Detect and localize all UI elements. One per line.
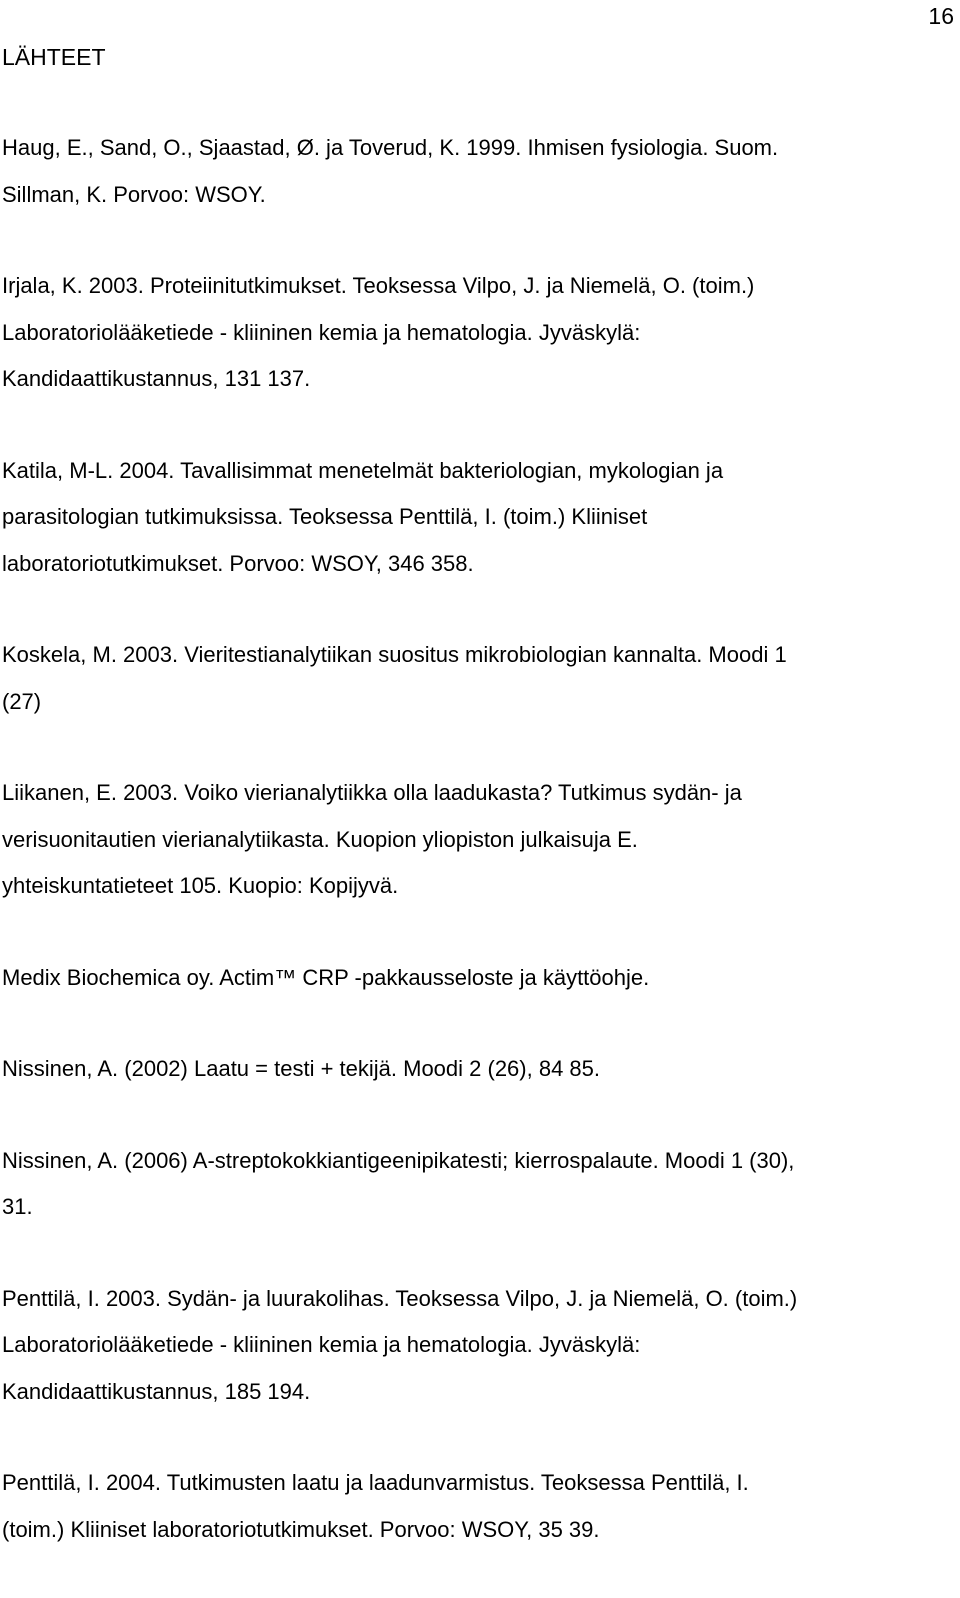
reference-line: parasitologian tutkimuksissa. Teoksessa Penttilä, I. (toim.) Kliiniset <box>2 504 648 529</box>
reference-list <box>2 125 952 1598</box>
reference-entry <box>2 263 952 403</box>
reference-entry <box>2 1460 952 1553</box>
reference-line: 31. <box>2 1194 33 1219</box>
reference-entry <box>2 770 952 910</box>
reference-entry <box>2 632 952 725</box>
reference-line: verisuonitautien vierianalytiikasta. Kuopion yliopiston julkaisuja E. <box>2 826 638 852</box>
reference-line: Nissinen, A. (2002) Laatu = testi + tekijä. Moodi 2 (26), 84 85. <box>2 1056 601 1081</box>
reference-line: Laboratoriolääketiede - kliininen kemia ja hematologia. Jyväskylä: <box>2 1332 641 1357</box>
reference-line: Medix Biochemica oy. Actim™ CRP -pakkausseloste ja käyttöohje. <box>2 964 650 990</box>
reference-entry <box>2 1046 952 1093</box>
reference-entry <box>2 448 952 588</box>
reference-entry <box>2 955 952 1002</box>
reference-entry <box>2 1138 952 1231</box>
reference-line: Irjala, K. 2003. Proteiinitutkimukset. Teoksessa Vilpo, J. ja Niemelä, O. (toim.) <box>2 273 755 298</box>
reference-line: Laboratoriolääketiede - kliininen kemia ja hematologia. Jyväskylä: <box>2 319 641 345</box>
reference-line: Kandidaattikustannus, 185 194. <box>2 1378 311 1404</box>
page-number: 16 <box>928 3 954 29</box>
reference-entry <box>2 125 952 218</box>
reference-line: yhteiskuntatieteet 105. Kuopio: Kopijyvä. <box>2 873 399 898</box>
reference-line: Penttilä, I. 2003. Sydän- ja luurakolihas. Teoksessa Vilpo, J. ja Niemelä, O. (toim.) <box>2 1285 798 1311</box>
reference-line: Nissinen, A. (2006) A-streptokokkiantigeenipikatesti; kierrospalaute. Moodi 1 (30), <box>2 1147 795 1173</box>
page-title: LÄHTEET <box>2 44 106 70</box>
reference-line: Liikanen, E. 2003. Voiko vierianalytiikka olla laadukasta? Tutkimus sydän- ja <box>2 780 742 805</box>
reference-line: Sillman, K. Porvoo: WSOY. <box>2 181 266 207</box>
reference-line: Penttilä, I. 2004. Tutkimusten laatu ja laadunvarmistus. Teoksessa Penttilä, I. <box>2 1470 749 1495</box>
reference-line: laboratoriotutkimukset. Porvoo: WSOY, 346 358. <box>2 550 474 576</box>
reference-line: (27) <box>2 688 42 714</box>
reference-line: Katila, M-L. 2004. Tavallisimmat menetelmät bakteriologian, mykologian ja <box>2 457 724 483</box>
reference-line: Kandidaattikustannus, 131 137. <box>2 366 311 391</box>
reference-line: Haug, E., Sand, O., Sjaastad, Ø. ja Toverud, K. 1999. Ihmisen fysiologia. Suom. <box>2 135 779 160</box>
reference-line: (toim.) Kliiniset laboratoriotutkimukset. Porvoo: WSOY, 35 39. <box>2 1516 600 1542</box>
reference-line: Koskela, M. 2003. Vieritestianalytiikan suositus mikrobiologian kannalta. Moodi 1 <box>2 642 787 667</box>
reference-entry <box>2 1276 952 1416</box>
